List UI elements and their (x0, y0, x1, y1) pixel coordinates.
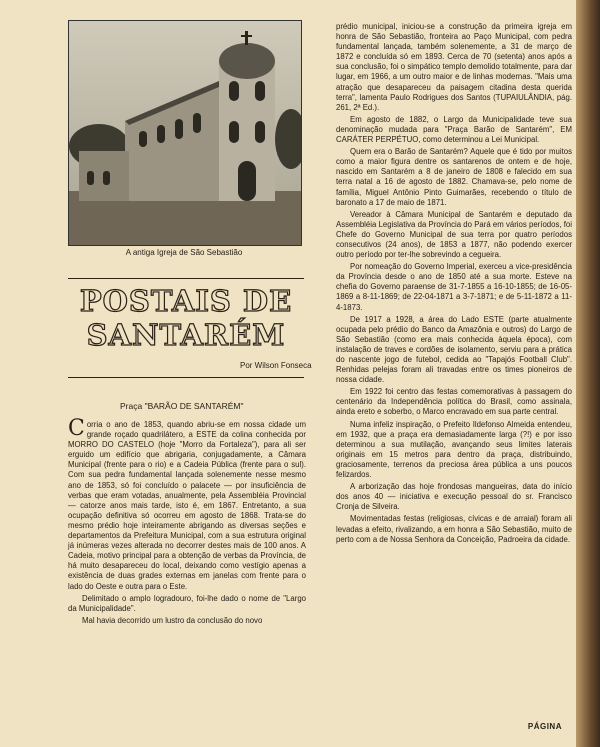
paragraph: Em agosto de 1882, o Largo da Municipalidade teve sua denominação mudada para "Praça Barão de Santarém", EM CARÁTER PERPÉTUO, como determinou a Lei Municipal. (336, 114, 572, 145)
church-illustration (69, 21, 301, 245)
photo-caption: A antiga Igreja de São Sebastião (125, 248, 243, 257)
paragraph: De 1917 a 1928, a área do Lado ESTE (parte atualmente ocupada pelo prédio do Banco da Amazônia e outros) do Largo de São Sebastião (como era mais conhecida àquela época), com instalação de traves e cordões de isolamento, serviu para a prática do nascente jogo de futebol, cedida ao "Tapajós Football Club". Renhidas pelejas foram ali travadas entre os times pioneiros de nossa cidade. (336, 314, 572, 385)
paragraph: Mal havia decorrido um lustro da conclusão do novo (82, 615, 263, 625)
paragraph: Movimentadas festas (religiosas, cívicas e de arraial) foram ali levadas a efeito, rivalizando, a em honra a São Sebastião, muito de perto com a de Nossa Senhora da Conceição, Padroeira da cidade. (336, 514, 572, 544)
title-rule-top (68, 278, 304, 279)
paragraph: Quem era o Barão de Santarém? Aquele que é tido por muitos como a maior figura dentre os santarenos de ontem e de hoje, nascido em Santarém a 8 de janeiro de 1808 e falecido em sua terra natal a 16 de agosto de 1882. Chamava-se, pelo nome de família, Miguel Antônio Pinto Guimarães, recebendo o título de baronato a 17 de maio de 1871. (336, 147, 572, 207)
article-title-line1: POSTAIS DE (79, 284, 293, 318)
title-rule-bottom (68, 377, 304, 378)
paragraph: Em 1922 foi centro das festas comemorativas à passagem do centenário da Independência política do Brasil, como assinala, ainda ereto e soberbo, o Marco encravado em sua parte central. (336, 387, 572, 417)
paragraph: Corria o ano de 1853, quando abriu-se em nossa cidade um grande roçado quadrilátero, a ESTE da colina conhecida por MORRO DO CASTELO (hoje "Morro da Fortaleza"), para ali ser erguido um edifício que abrigaria, conjugadamente, a Câmara Municipal (frente para o rio) e a Cadeia Pública (frente para o sul). Com sua pedra fundamental lançada solenemente nesse mesmo ano de 1853, só foi concluído o palacete — por insuficiência de verbas que eram votadas, anualmente, pela Assembléia Provincial — catorze anos mais tarde, isto é, em 1867. Entretanto, a sua ocupação definitiva só ocorreu em agosto de 1868. Trata-se do mesmo prédio hoje inteiramente abrigando as diversas seções e departamentos da Prefeitura Municipal, com a sua estrutura original já inúmeras vezes alterada no decorrer destes mais de 100 anos. A Cadeia, motivo principal para a obtenção de verbas da Província, de há muito desapareceu do local, deixando como vestígio apenas a existência de duas grades externas em janelas com frente para o lado do Oeste e outra para o Este. (68, 416, 306, 591)
paragraph: A arborização das hoje frondosas mangueiras, data do início dos anos 40 — iniciativa e execução pessoal do sr. Francisco Cronja de Silveira. (336, 482, 572, 512)
book-binding-edge (576, 0, 600, 747)
paragraph: Vereador à Câmara Municipal de Santarém e deputado da Assembléia Legislativa da Província do Pará em vários períodos, foi Chefe do Governo Municipal de sua terra por quatro períodos consecutivos (24 anos), de 1853 a 1877, não podendo exercer outro período por ter-lhe sobrevindo a cegueira. (336, 209, 572, 260)
church-photo (68, 20, 302, 246)
article-byline: Por Wilson Fonseca (240, 361, 312, 370)
paragraph: Delimitado o amplo logradouro, foi-lhe dado o nome de "Largo da Municipalidade". (68, 593, 306, 613)
page-footer-label: PÁGINA (527, 722, 562, 731)
right-column (336, 22, 572, 547)
paragraph: Por nomeação do Governo Imperial, exerceu a vice-presidência da Província desde o ano de 1850 até a sua morte. Esteve na chefia do Governo paraense de 31-7-1855 a 16-10-1855; de 16-05-1869 a 8-11-1869; de 22-04-1871 a 3-7-1871; e de 5-11-1872 a 11-4-1873. (336, 262, 572, 312)
paragraph: prédio municipal, iniciou-se a construção da primeira igreja em honra de São Sebastião, fronteira ao Paço Municipal, com pedra fundamental lançada, também solenemente, a 31 de março de 1872 e concluída só em 1893. Cerca de 70 (setenta) anos após a sua conclusão, foi o simpático templo demolido totalmente, para dar lugar, em 1966, a um outro maior e de linhas modernas. "Mais uma atração que desapareceu da paisagem citadina desta querida terra", lamenta Paulo Rodrigues dos Santos (TUPAIULÂNDIA, pág. 261, 2ª Ed.). (336, 22, 572, 112)
article-subheading: Praça "BARÃO DE SANTARÉM" (120, 401, 244, 411)
article-title-line2: SANTARÉM (86, 318, 286, 352)
paragraph: Numa infeliz inspiração, o Prefeito Ildefonso Almeida entendeu, em 1932, que a praça era demasiadamente larga (?!) e por isso determinou a sua mutilação, avançando seus limites laterais originais em 15 metros para dentro da praça, distribuindo, graciosamente, terrenos da preciosa área pública a uns poucos felizardos. (336, 419, 572, 480)
drop-cap: C (68, 416, 85, 441)
left-column (68, 416, 306, 628)
